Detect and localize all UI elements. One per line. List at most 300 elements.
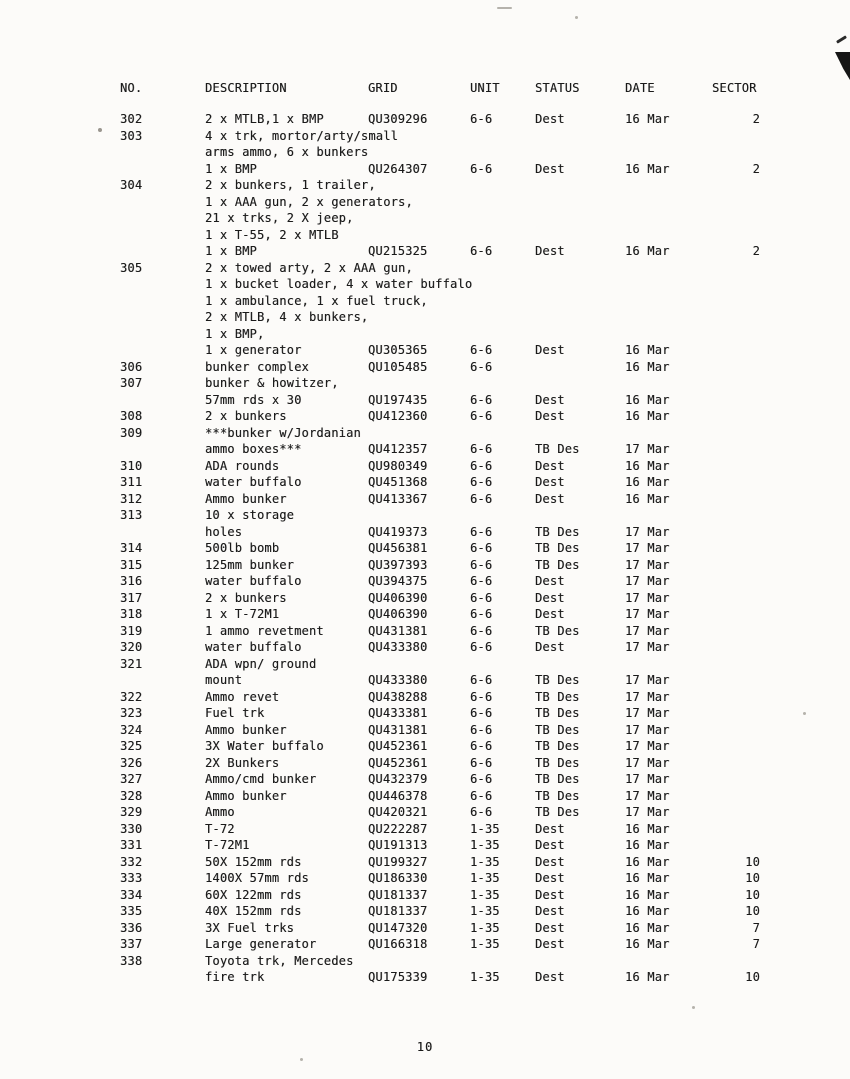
table-row	[0, 309, 850, 326]
row-no: 302	[120, 112, 143, 126]
table-row	[0, 590, 850, 607]
table-row	[0, 936, 850, 953]
row-status: TB Des	[535, 739, 580, 753]
row-unit: 6-6	[470, 161, 493, 176]
row-date: 17 Mar	[625, 722, 670, 737]
row-no: 320	[120, 640, 143, 654]
scan-speckle	[300, 1058, 303, 1061]
row-status: TB Des	[535, 524, 580, 539]
row-no: 308	[120, 409, 143, 423]
row-description: ***bunker w/Jordanian	[205, 425, 361, 440]
row-unit: 1-35	[470, 821, 500, 836]
row-date: 16 Mar	[625, 821, 670, 836]
row-description: Ammo bunker	[205, 491, 287, 506]
row-status: Dest	[535, 821, 565, 836]
row-unit: 1-35	[470, 854, 500, 869]
row-date: 17 Mar	[625, 739, 670, 753]
row-description: 40X 152mm rds	[205, 904, 302, 918]
row-no: 324	[120, 722, 143, 737]
row-description: arms ammo, 6 x bunkers	[205, 145, 369, 159]
row-grid: QU433380	[368, 673, 428, 687]
row-no: 314	[120, 541, 143, 555]
row-no: 336	[120, 920, 143, 935]
row-unit: 6-6	[470, 805, 493, 819]
table-row	[0, 870, 850, 887]
table-row	[0, 524, 850, 541]
row-no: 328	[120, 788, 143, 803]
table-row	[0, 771, 850, 788]
row-grid: QU452361	[368, 755, 428, 770]
table-row	[0, 953, 850, 970]
row-no: 318	[120, 607, 143, 621]
row-description: Toyota trk, Mercedes	[205, 953, 354, 968]
row-unit: 1-35	[470, 871, 500, 885]
row-description: 1 x T-55, 2 x MTLB	[205, 227, 339, 242]
scan-speckle	[98, 128, 102, 132]
table-row	[0, 491, 850, 508]
row-status: Dest	[535, 970, 565, 984]
row-grid: QU181337	[368, 887, 428, 902]
row-status: Dest	[535, 920, 565, 935]
row-description: 60X 122mm rds	[205, 887, 302, 902]
row-no: 332	[120, 854, 143, 869]
row-grid: QU305365	[368, 343, 428, 357]
row-grid: QU980349	[368, 458, 428, 473]
table-row	[0, 689, 850, 706]
scan-speckle	[575, 16, 578, 19]
row-status: Dest	[535, 409, 565, 423]
scan-artifact-wedge	[835, 52, 850, 80]
row-status: Dest	[535, 854, 565, 869]
table-row	[0, 887, 850, 904]
row-sector: 7	[752, 937, 760, 951]
table-row	[0, 326, 850, 343]
row-description: 1 x T-72M1	[205, 607, 280, 621]
row-date: 17 Mar	[625, 788, 670, 803]
row-status: Dest	[535, 838, 565, 852]
row-grid: QU412360	[368, 409, 428, 423]
row-unit: 6-6	[470, 458, 493, 473]
header-sector: SECTOR	[712, 81, 757, 95]
row-status: Dest	[535, 112, 565, 126]
row-date: 17 Mar	[625, 574, 670, 588]
row-grid: QU397393	[368, 557, 428, 572]
table-row	[0, 788, 850, 805]
row-description: 57mm rds x 30	[205, 392, 302, 407]
row-sector: 10	[745, 887, 760, 902]
row-date: 17 Mar	[625, 689, 670, 704]
row-unit: 1-35	[470, 838, 500, 852]
scan-speckle	[497, 7, 512, 9]
table-row	[0, 557, 850, 574]
row-sector: 10	[745, 871, 760, 885]
row-date: 16 Mar	[625, 475, 670, 489]
row-unit: 6-6	[470, 755, 493, 770]
row-grid: QU406390	[368, 590, 428, 605]
row-status: Dest	[535, 475, 565, 489]
row-date: 17 Mar	[625, 590, 670, 605]
scan-artifact-mark	[836, 35, 847, 43]
row-description: 21 x trks, 2 X jeep,	[205, 211, 354, 225]
row-grid: QU438288	[368, 689, 428, 704]
row-status: Dest	[535, 491, 565, 506]
row-grid: QU446378	[368, 788, 428, 803]
table-row	[0, 210, 850, 227]
row-grid: QU105485	[368, 359, 428, 374]
row-sector: 10	[745, 854, 760, 869]
row-status: Dest	[535, 244, 565, 258]
row-grid: QU175339	[368, 970, 428, 984]
row-no: 323	[120, 706, 143, 720]
header-grid: GRID	[368, 81, 398, 95]
table-row	[0, 227, 850, 244]
row-grid: QU197435	[368, 392, 428, 407]
table-row	[0, 359, 850, 376]
row-description: Large generator	[205, 937, 317, 951]
row-date: 17 Mar	[625, 524, 670, 539]
table-row	[0, 474, 850, 491]
row-description: Ammo/cmd bunker	[205, 772, 317, 786]
row-status: Dest	[535, 458, 565, 473]
row-sector: 10	[745, 970, 760, 984]
row-description: ADA wpn/ ground	[205, 656, 317, 671]
row-description: 2 x MTLB,1 x BMP	[205, 112, 324, 126]
row-description: 3X Fuel trks	[205, 920, 295, 935]
row-description: bunker & howitzer,	[205, 376, 339, 390]
table-row	[0, 260, 850, 277]
row-date: 16 Mar	[625, 409, 670, 423]
row-sector: 2	[752, 244, 760, 258]
table-row	[0, 540, 850, 557]
table-row	[0, 722, 850, 739]
row-date: 16 Mar	[625, 491, 670, 506]
row-description: 1 x bucket loader, 4 x water buffalo	[205, 277, 473, 291]
scan-speckle	[803, 712, 806, 715]
row-date: 17 Mar	[625, 755, 670, 770]
table-row	[0, 128, 850, 145]
row-grid: QU433380	[368, 640, 428, 654]
row-sector: 2	[752, 161, 760, 176]
row-date: 16 Mar	[625, 458, 670, 473]
row-date: 17 Mar	[625, 772, 670, 786]
row-unit: 6-6	[470, 359, 493, 374]
row-description: 1 ammo revetment	[205, 623, 324, 638]
row-unit: 6-6	[470, 524, 493, 539]
row-status: TB Des	[535, 805, 580, 819]
row-no: 309	[120, 425, 143, 440]
row-grid: QU264307	[368, 161, 428, 176]
row-no: 310	[120, 458, 143, 473]
row-status: TB Des	[535, 623, 580, 638]
row-description: 1 x ambulance, 1 x fuel truck,	[205, 293, 428, 308]
row-description: ammo boxes***	[205, 442, 302, 456]
row-grid: QU413367	[368, 491, 428, 506]
row-description: T-72	[205, 821, 235, 836]
row-description: 2X Bunkers	[205, 755, 280, 770]
row-no: 337	[120, 937, 143, 951]
row-unit: 1-35	[470, 970, 500, 984]
row-date: 16 Mar	[625, 838, 670, 852]
row-status: TB Des	[535, 706, 580, 720]
row-unit: 6-6	[470, 491, 493, 506]
row-status: TB Des	[535, 541, 580, 555]
row-date: 17 Mar	[625, 805, 670, 819]
table-header-row	[0, 81, 850, 98]
row-date: 16 Mar	[625, 937, 670, 951]
row-status: TB Des	[535, 788, 580, 803]
row-status: TB Des	[535, 689, 580, 704]
row-unit: 6-6	[470, 244, 493, 258]
row-no: 312	[120, 491, 143, 506]
row-no: 327	[120, 772, 143, 786]
row-description: Ammo bunker	[205, 788, 287, 803]
row-unit: 6-6	[470, 343, 493, 357]
row-grid: QU166318	[368, 937, 428, 951]
row-grid: QU412357	[368, 442, 428, 456]
row-grid: QU451368	[368, 475, 428, 489]
row-description: 500lb bomb	[205, 541, 280, 555]
row-grid: QU199327	[368, 854, 428, 869]
table-row	[0, 821, 850, 838]
row-status: TB Des	[535, 722, 580, 737]
row-no: 313	[120, 508, 143, 522]
row-sector: 7	[752, 920, 760, 935]
row-status: TB Des	[535, 442, 580, 456]
row-grid: QU309296	[368, 112, 428, 126]
row-description: Fuel trk	[205, 706, 265, 720]
row-date: 17 Mar	[625, 607, 670, 621]
row-date: 16 Mar	[625, 112, 670, 126]
table-body	[0, 111, 850, 986]
row-no: 319	[120, 623, 143, 638]
row-description: water buffalo	[205, 475, 302, 489]
row-unit: 6-6	[470, 772, 493, 786]
row-status: Dest	[535, 590, 565, 605]
scan-speckle	[692, 1006, 695, 1009]
row-no: 322	[120, 689, 143, 704]
row-date: 16 Mar	[625, 392, 670, 407]
table-row	[0, 392, 850, 409]
row-description: bunker complex	[205, 359, 309, 374]
row-status: Dest	[535, 607, 565, 621]
row-description: Ammo	[205, 805, 235, 819]
row-description: 2 x bunkers	[205, 590, 287, 605]
header-unit: UNIT	[470, 81, 500, 95]
table-row	[0, 623, 850, 640]
row-no: 333	[120, 871, 143, 885]
row-description: water buffalo	[205, 640, 302, 654]
row-unit: 6-6	[470, 673, 493, 687]
table-row	[0, 705, 850, 722]
table-row	[0, 804, 850, 821]
row-description: 1 x BMP	[205, 244, 257, 258]
row-status: Dest	[535, 574, 565, 588]
row-unit: 6-6	[470, 590, 493, 605]
table-row	[0, 276, 850, 293]
row-grid: QU432379	[368, 772, 428, 786]
row-grid: QU456381	[368, 541, 428, 555]
table-row	[0, 903, 850, 920]
table-row	[0, 408, 850, 425]
row-description: 50X 152mm rds	[205, 854, 302, 869]
row-description: 10 x storage	[205, 508, 295, 522]
table-row	[0, 144, 850, 161]
row-date: 17 Mar	[625, 706, 670, 720]
row-unit: 6-6	[470, 607, 493, 621]
row-date: 16 Mar	[625, 244, 670, 258]
row-sector: 10	[745, 904, 760, 918]
row-grid: QU215325	[368, 244, 428, 258]
row-no: 321	[120, 656, 143, 671]
table-row	[0, 375, 850, 392]
row-grid: QU452361	[368, 739, 428, 753]
table-row	[0, 639, 850, 656]
row-description: water buffalo	[205, 574, 302, 588]
row-no: 325	[120, 739, 143, 753]
table-row	[0, 243, 850, 260]
table-row	[0, 177, 850, 194]
row-no: 331	[120, 838, 143, 852]
row-unit: 6-6	[470, 689, 493, 704]
row-date: 17 Mar	[625, 673, 670, 687]
row-unit: 6-6	[470, 541, 493, 555]
table-row	[0, 738, 850, 755]
row-grid: QU147320	[368, 920, 428, 935]
row-description: 1400X 57mm rds	[205, 871, 309, 885]
row-description: mount	[205, 673, 243, 687]
table-row	[0, 656, 850, 673]
row-unit: 6-6	[470, 574, 493, 588]
row-grid: QU431381	[368, 623, 428, 638]
row-grid: QU394375	[368, 574, 428, 588]
row-unit: 6-6	[470, 475, 493, 489]
row-unit: 6-6	[470, 788, 493, 803]
row-unit: 6-6	[470, 557, 493, 572]
row-unit: 1-35	[470, 920, 500, 935]
table-row	[0, 920, 850, 937]
row-status: TB Des	[535, 673, 580, 687]
row-unit: 6-6	[470, 640, 493, 654]
row-unit: 6-6	[470, 706, 493, 720]
row-description: 2 x towed arty, 2 x AAA gun,	[205, 260, 413, 275]
row-status: Dest	[535, 937, 565, 951]
row-no: 316	[120, 574, 143, 588]
row-date: 16 Mar	[625, 904, 670, 918]
row-description: 2 x MTLB, 4 x bunkers,	[205, 310, 369, 324]
row-unit: 1-35	[470, 904, 500, 918]
table-row	[0, 194, 850, 211]
row-status: Dest	[535, 392, 565, 407]
row-description: 125mm bunker	[205, 557, 295, 572]
row-date: 16 Mar	[625, 854, 670, 869]
row-status: Dest	[535, 887, 565, 902]
row-unit: 1-35	[470, 937, 500, 951]
header-status: STATUS	[535, 81, 580, 95]
row-unit: 6-6	[470, 739, 493, 753]
row-grid: QU420321	[368, 805, 428, 819]
row-no: 315	[120, 557, 143, 572]
table-row	[0, 342, 850, 359]
row-description: Ammo revet	[205, 689, 280, 704]
row-description: holes	[205, 524, 243, 539]
row-description: Ammo bunker	[205, 722, 287, 737]
row-no: 311	[120, 475, 143, 489]
row-no: 338	[120, 953, 143, 968]
row-description: T-72M1	[205, 838, 250, 852]
row-grid: QU222287	[368, 821, 428, 836]
row-description: 2 x bunkers	[205, 409, 287, 423]
row-unit: 6-6	[470, 392, 493, 407]
table-row	[0, 672, 850, 689]
table-row	[0, 293, 850, 310]
row-unit: 1-35	[470, 887, 500, 902]
row-description: 3X Water buffalo	[205, 739, 324, 753]
row-no: 330	[120, 821, 143, 836]
row-date: 16 Mar	[625, 343, 670, 357]
row-status: Dest	[535, 904, 565, 918]
row-status: Dest	[535, 161, 565, 176]
row-unit: 6-6	[470, 409, 493, 423]
row-date: 16 Mar	[625, 920, 670, 935]
table-row	[0, 969, 850, 986]
row-unit: 6-6	[470, 722, 493, 737]
row-date: 16 Mar	[625, 887, 670, 902]
table-row	[0, 425, 850, 442]
row-unit: 6-6	[470, 623, 493, 638]
row-date: 17 Mar	[625, 640, 670, 654]
row-status: TB Des	[535, 772, 580, 786]
row-status: TB Des	[535, 557, 580, 572]
row-sector: 2	[752, 112, 760, 126]
row-grid: QU186330	[368, 871, 428, 885]
table-row	[0, 854, 850, 871]
row-no: 305	[120, 260, 143, 275]
row-description: fire trk	[205, 970, 265, 984]
row-grid: QU191313	[368, 838, 428, 852]
header-date: DATE	[625, 81, 655, 95]
row-status: Dest	[535, 871, 565, 885]
row-grid: QU406390	[368, 607, 428, 621]
row-date: 17 Mar	[625, 541, 670, 555]
table-row	[0, 458, 850, 475]
row-no: 335	[120, 904, 143, 918]
row-unit: 6-6	[470, 112, 493, 126]
row-no: 317	[120, 590, 143, 605]
table-row	[0, 755, 850, 772]
row-no: 334	[120, 887, 143, 902]
table-row	[0, 573, 850, 590]
row-description: 1 x BMP	[205, 161, 257, 176]
page-number: 10	[416, 1040, 434, 1054]
row-no: 326	[120, 755, 143, 770]
header-no: NO.	[120, 81, 143, 95]
row-date: 16 Mar	[625, 970, 670, 984]
row-grid: QU433381	[368, 706, 428, 720]
row-no: 329	[120, 805, 143, 819]
header-description: DESCRIPTION	[205, 81, 287, 95]
row-status: TB Des	[535, 755, 580, 770]
row-grid: QU419373	[368, 524, 428, 539]
row-description: 4 x trk, mortor/arty/small	[205, 128, 399, 143]
row-description: 1 x BMP,	[205, 326, 265, 341]
row-date: 17 Mar	[625, 442, 670, 456]
table-row	[0, 111, 850, 128]
row-no: 303	[120, 128, 143, 143]
row-status: Dest	[535, 640, 565, 654]
row-date: 17 Mar	[625, 557, 670, 572]
row-status: Dest	[535, 343, 565, 357]
table-row	[0, 441, 850, 458]
